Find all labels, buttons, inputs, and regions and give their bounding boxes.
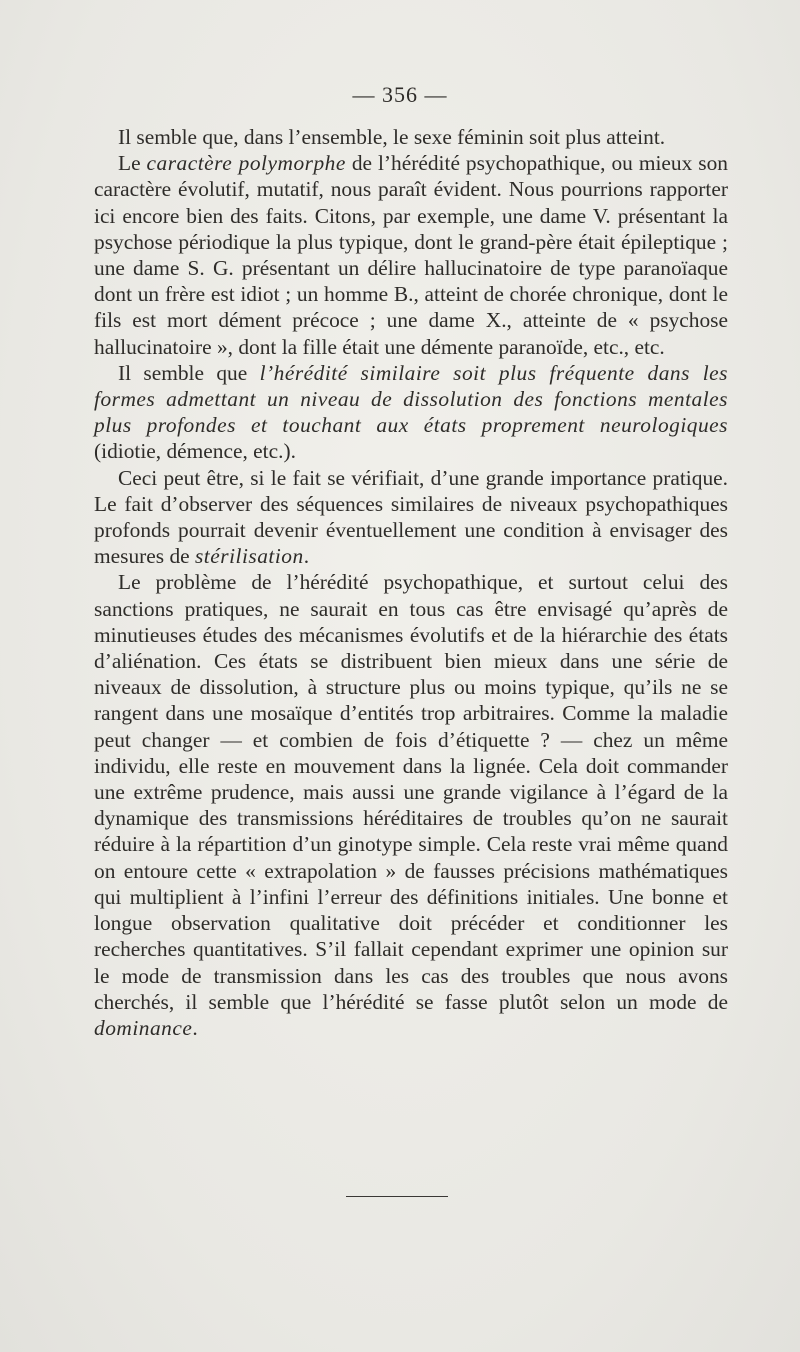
page-number: — 356 — xyxy=(352,82,448,107)
end-rule xyxy=(346,1196,448,1197)
paragraph-4-rest: . xyxy=(303,544,310,569)
body-text xyxy=(94,124,728,1041)
paragraph-5-rest: . xyxy=(192,1015,198,1040)
paragraph-2-italic: caractère polymorphe xyxy=(146,151,346,176)
paragraph-3-rest: (idiotie, démence, etc.). xyxy=(94,439,296,464)
paragraph-2 xyxy=(94,150,728,360)
paragraph-2-lead: Le xyxy=(118,151,147,176)
paragraph-4-italic: stérilisation xyxy=(194,544,304,569)
paragraph-4-lead: Ceci peut être, si le fait se vérifiait, d’une grande importance pratique. Le fait d’observer des séquences similaires de niveaux psychopathiques profonds pourrait devenir éventuellement une condition à envisager des mesures de xyxy=(94,465,728,569)
paragraph-5-lead: Le problème de l’hérédité psychopathique, et surtout celui des sanctions pratiques, ne saurait en tous cas être envisagé qu’après de minutieuses études des mécanismes évolutifs et de la hiérarchie des états d’aliénation. Ces états se distribuent bien mieux dans une série de niveaux de dissolution, à structure plus ou moins typique, qu’ils ne se rangent dans une mosaïque d’entités trop arbitraires. Comme la maladie peut changer — et combien de fois d’étiquette ? — chez un même individu, elle reste en mouvement dans la lignée. Cela doit commander une extrême prudence, mais aussi une grande vigilance à l’égard de la dynamique des transmissions héréditaires de troubles qu’on ne saurait réduire à la répartition d’un ginotype simple. Cela reste vrai même quand on entoure cette « extrapolation » de fausses précisions mathématiques qui multiplient à l’infini l’erreur des définitions initiales. Une bonne et longue observation qualitative doit précéder et conditionner les recherches quantitatives. S’il fallait cependant exprimer une opinion sur le mode de transmission dans les cas des troubles que nous avons cherchés, il semble que l’hérédité se fasse plutôt selon un mode de xyxy=(94,570,728,1014)
paragraph-1 xyxy=(94,124,728,150)
paragraph-2-rest: de l’hérédité psychopathique, ou mieux son caractère évolutif, mutatif, nous paraît évident. Nous pourrions rapporter ici encore bien des faits. Citons, par exemple, une dame V. présentant la psychose périodique la plus typique, dont le grand-père était épileptique ; une dame S. G. présentant un délire hallucinatoire de type paranoïaque dont un frère est idiot ; un homme B., atteint de chorée chronique, dont le fils est mort dément précoce ; une dame X., atteinte de « psychose hallucinatoire », dont la fille était une démente paranoïde, etc., etc. xyxy=(94,151,728,359)
paragraph-5-italic: dominance xyxy=(94,1015,193,1040)
paragraph-3-lead: Il semble que xyxy=(118,360,260,385)
paragraph-3 xyxy=(94,360,728,465)
paragraph-4 xyxy=(94,465,728,570)
paragraph-1-text: Il semble que, dans l’ensemble, le sexe féminin soit plus atteint. xyxy=(118,125,666,149)
paragraph-5 xyxy=(94,569,728,1041)
paragraph-3-italic: l’hérédité similaire soit plus fréquente dans les formes admettant un niveau de dissolution des fonctions mentales plus profondes et touchant aux états proprement neurologiques xyxy=(94,360,729,438)
